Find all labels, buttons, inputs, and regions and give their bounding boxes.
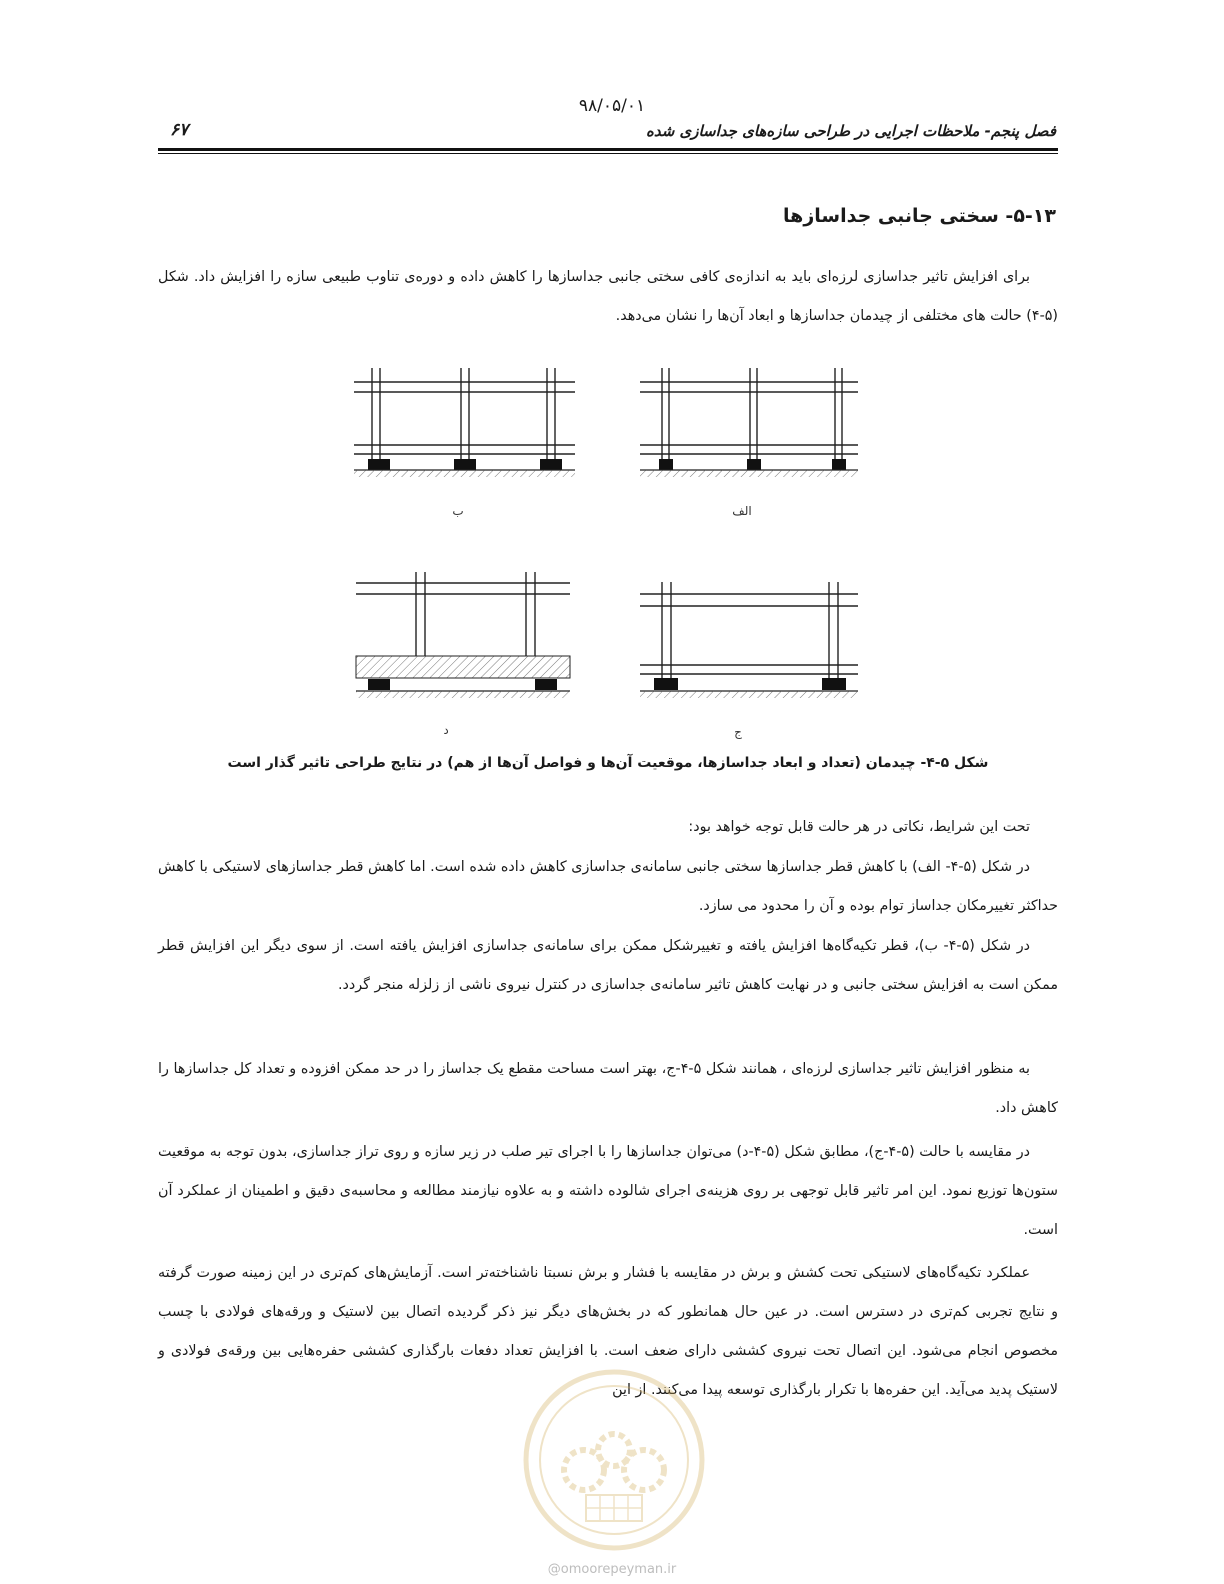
header-date: ۹۸/۰۵/۰۱ xyxy=(578,96,646,116)
panel-d-diagram xyxy=(356,572,570,698)
paragraph-conditions: تحت این شرایط، نکاتی در هر حالت قابل توجه خواهد بود: xyxy=(688,819,1030,835)
isolator-layout-figure xyxy=(340,360,880,750)
watermark-site: @omoorepeyman.ir xyxy=(547,1562,677,1577)
panel-b-label: ب xyxy=(452,504,464,518)
panel-b-diagram xyxy=(354,368,575,477)
panel-a-diagram xyxy=(640,368,858,477)
panel-c-diagram xyxy=(640,582,858,698)
paragraph-intro: برای افزایش تاثیر جداسازی لرزه‌ای باید به اندازه‌ی کافی سختی جانبی جداسازها را کاهش داده و دوره‌ی تناوب طبیعی سازه را افزایش داد. شکل (۵-۴) حالت های مختلفی از چیدمان جداسازها و ابعاد آن‌ها را نشان می‌دهد. xyxy=(158,269,1058,324)
panel-a-label: الف xyxy=(732,504,752,518)
paragraph-case-d: در مقایسه با حالت (۵-۴-ج)، مطابق شکل (۵-۴-د) می‌توان جداسازها را با اجرای تیر صلب در زیر سازه و روی تراز جداسازی، بدون توجه به موقعیت ستون‌ها توزیع نمود. این امر تاثیر قابل توجهی بر روی هزینه‌ی اجرای شالوده داشته و به علاوه نیازمند مطالعه و محاسبه‌ی دقیق و اطمینان از عملکرد آن است. xyxy=(158,1144,1058,1238)
watermark-seal-icon xyxy=(514,1360,714,1560)
header-rule-thick xyxy=(158,148,1058,151)
figure-caption: شکل ۵-۴- چیدمان (تعداد و ابعاد جداسازها، موقعیت آن‌ها و فواصل آن‌ها از هم) در نتایج طراحی تاثیر گذار است xyxy=(227,755,989,771)
page-number: ۶۷ xyxy=(170,120,189,140)
paragraph-rubber-bearings: عملکرد تکیه‌گاه‌های لاستیکی تحت کشش و برش در مقایسه با فشار و برش نسبتا ناشناخته‌تر است. آزمایش‌های کم‌تری در این زمینه صورت گرفته و نتایج تجربی کم‌تری در دسترس است. در عین حال همانطور که در بخش‌های دیگر نیز ذکر گردیده اتصال بین لاستیک و ورقه‌های فولادی با چسب مخصوص انجام می‌شود. این اتصال تحت نیروی کششی دارای ضعف است. با افزایش تعداد دفعات بارگذاری کششی حفره‌هایی بین ورقه‌ی فولادی و لاستیک پدید می‌آید. این حفره‌ها با تکرار بارگذاری توسعه پیدا می‌کنند. از این xyxy=(158,1265,1058,1398)
header-chapter-title: فصل پنجم- ملاحظات اجرایی در طراحی سازه‌های جداسازی شده xyxy=(645,122,1056,140)
paragraph-case-c: به منظور افزایش تاثیر جداسازی لرزه‌ای ، همانند شکل ۵-۴-ج، بهتر است مساحت مقطع یک جداساز را در حد ممکن افزوده و تعداد کل جداسازها را کاهش داد. xyxy=(158,1061,1058,1116)
paragraph-case-a: در شکل (۵-۴- الف) با کاهش قطر جداسازها سختی جانبی سامانه‌ی جداسازی کاهش داده شده است. اما کاهش قطر جداسازهای لاستیکی با کاهش حداکثر تغییرمکان جداساز توام بوده و آن را محدود می سازد. xyxy=(158,859,1058,914)
paragraph-case-b: در شکل (۵-۴- ب)، قطر تکیه‌گاه‌ها افزایش یافته و تغییرشکل ممکن برای سامانه‌ی جداسازی افزایش یافته است. از سوی دیگر این افزایش قطر ممکن است به افزایش سختی جانبی و در نهایت کاهش تاثیر سامانه‌ی جداسازی در کنترل نیروی ناشی از زلزله منجر گردد. xyxy=(158,938,1058,993)
panel-c-label: ج xyxy=(734,725,742,739)
section-heading: ۵-۱۳- سختی جانبی جداسازها xyxy=(783,205,1056,227)
header-rule-thin xyxy=(158,153,1058,154)
panel-d-label: د xyxy=(443,723,449,737)
